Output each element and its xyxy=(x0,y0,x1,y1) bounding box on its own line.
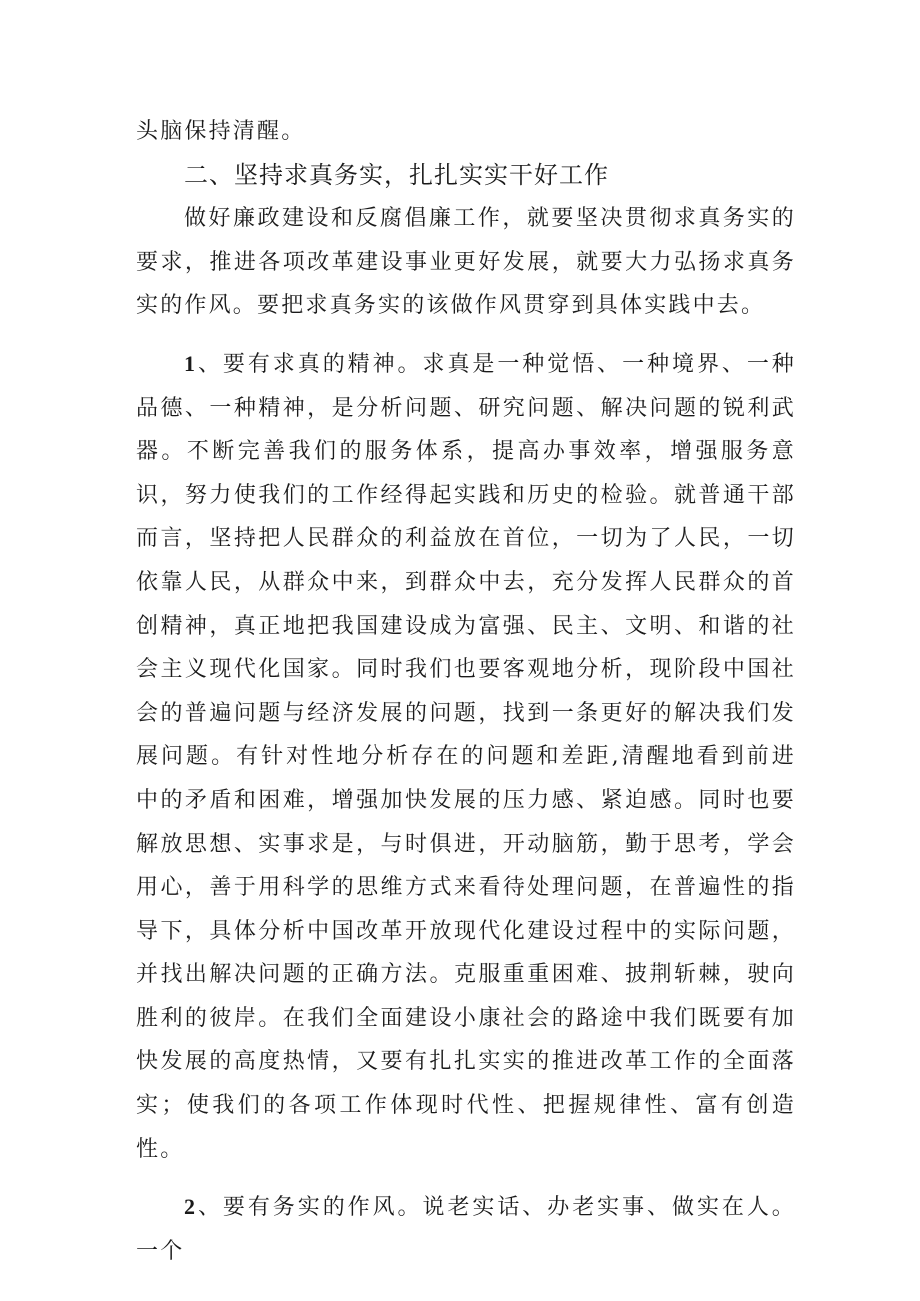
point-1-paragraph xyxy=(136,342,796,1171)
section-heading: 二、坚持求真务实，扎扎实实干好工作 xyxy=(184,160,609,189)
paragraph-gap xyxy=(136,328,796,342)
point-1-number: 1 xyxy=(184,350,198,376)
point-2-paragraph xyxy=(136,1185,796,1273)
point-1-text: 、要有求真的精神。求真是一种觉悟、一种境界、一种品德、一种精神，是分析问题、研究问题、解决问题的锐利武器。不断完善我们的服务体系，提高办事效率，增强服务意识，努力使我们的工作经得起实践和历史的检验。就普通干部而言，坚持把人民群众的利益放在首位，一切为了人民，一切依靠人民，从群众中来，到群众中去，充分发挥人民群众的首创精神，真正地把我国建设成为富强、民主、文明、和谐的社会主义现代化国家。同时我们也要客观地分析，现阶段中国社会的普遍问题与经济发展的问题，找到一条更好的解决我们发展问题。有针对性地分析存在的问题和差距,清醒地看到前进中的矛盾和困难，增强加快发展的压力感、紧迫感。同时也要解放思想、实事求是，与时俱进，开动脑筋，勤于思考，学会用心，善于用科学的思维方式来看待处理问题，在普遍性的指导下，具体分析中国改革开放现代化建设过程中的实际问题，并找出解决问题的正确方法。克服重重困难、披荆斩棘，驶向胜利的彼岸。在我们全面建设小康社会的路途中我们既要有加快发展的高度热情，又要有扎扎实实的推进改革工作的全面落实；使我们的各项工作体现时代性、把握规律性、富有创造性。 xyxy=(136,351,796,1162)
point-2-number: 2 xyxy=(184,1194,198,1220)
intro-paragraph: 做好廉政建设和反腐倡廉工作，就要坚决贯彻求真务实的要求，推进各项改革建设事业更好发展，就要大力弘扬求真务实的作风。要把求真务实的该做作风贯穿到具体实践中去。 xyxy=(136,206,796,319)
paragraph-gap xyxy=(136,1171,796,1185)
document-body xyxy=(136,110,796,1273)
point-2-text: 、要有务实的作风。说老实话、办老实事、做实在人。一个 xyxy=(136,1195,796,1264)
continuation-paragraph: 头脑保持清醒。 xyxy=(136,119,306,144)
